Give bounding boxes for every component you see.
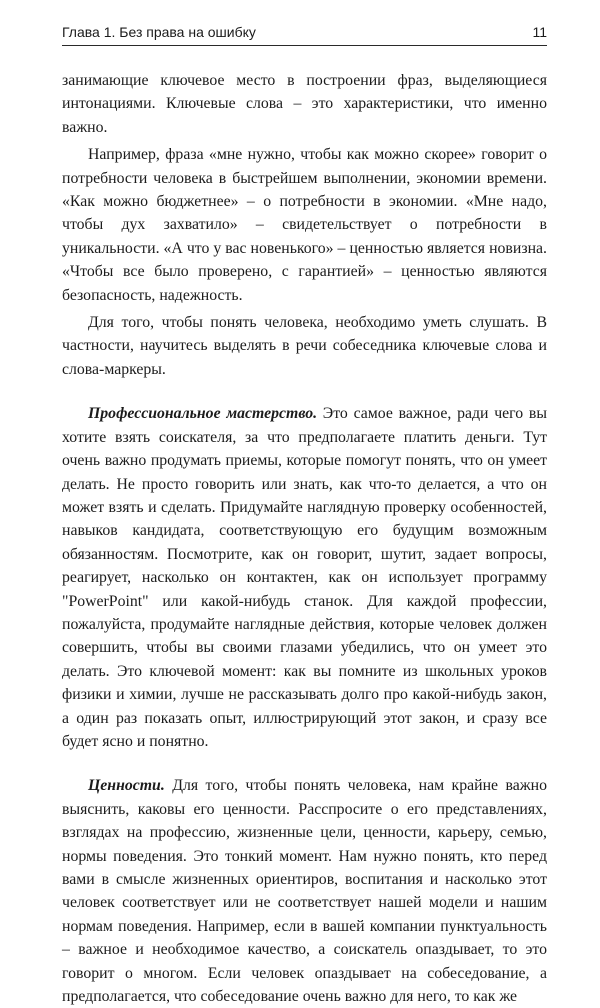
paragraph-professional-skill	[62, 402, 547, 753]
paragraph-values-text: Для того, чтобы понять человека, нам крайне важно выяснить, каковы его ценности. Расспросите о его представлениях, взглядах на профессию, жизненные цели, ценности, карьеру, семью, нормы поведения. Это тонкий момент. Нам нужно понять, кто перед вами в смысле жизненных ориентиров, воспитания и насколько этот человек соответствует или не соответствует нашей модели и нашим нормам поведения. Например, если в вашей компании пунктуальность – важное и необходимое качество, а соискатель опаздывает, то это говорит о многом. Если человек опаздывает на собеседование, а предполагается, что собеседование очень важно для него, то как же	[62, 777, 547, 1006]
chapter-title: Глава 1. Без права на ошибку	[62, 24, 256, 40]
paragraph-listening: Для того, чтобы понять человека, необходимо уметь слушать. В частности, научитесь выделять в речи собеседника ключевые слова и слова-маркеры.	[62, 314, 547, 378]
term-values: Ценности.	[88, 777, 165, 795]
term-professional-skill: Профессиональное мастерство.	[88, 405, 318, 423]
running-header	[62, 23, 547, 45]
paragraph-values	[62, 774, 547, 1008]
paragraph-examples: Например, фраза «мне нужно, чтобы как можно скорее» говорит о потребности человека в быстрейшем выполнении, экономии времени. «Как можно бюджетнее» – о потребности в экономии. «Мне надо, чтобы дух захватило» – свидетельствует о потребности в уникальности. «А что у вас новенького» – ценностью является новизна. «Чтобы все было проверено, с гарантией» – ценностью являются безопасность, надежность.	[62, 146, 547, 304]
header-rule	[62, 45, 547, 46]
paragraph-continuation: занимающие ключевое место в построении фраз, выделяющиеся интонациями. Ключевые слова – это характеристики, что именно важно.	[62, 72, 547, 136]
page-body	[62, 69, 547, 1008]
paragraph-professional-skill-text: Это самое важное, ради чего вы хотите взять соискателя, за что предполагаете платить деньги. Тут очень важно продумать приемы, которые помогут понять, что он умеет делать. Не просто говорить или знать, как что-то делается, а что он может взять и сделать. Придумайте наглядную проверку особенностей, навыков кандидата, соответствующую его будущим возможным обязанностям. Посмотрите, как он говорит, шутит, задает вопросы, реагирует, насколько он контактен, как он использует программу "PowerPoint" или какой-нибудь станок. Для каждой профессии, пожалуйста, продумайте наглядные действия, которые человек должен совершить, чтобы вы своими глазами убедились, что он умеет это делать. Это ключевой момент: как вы помните из школьных уроков физики и химии, лучше не рассказывать долго про какой-нибудь закон, а один раз показать опыт, иллюстрирующий этот закон, и сразу все будет ясно и понятно.	[62, 405, 547, 750]
page-number: 11	[532, 24, 547, 40]
